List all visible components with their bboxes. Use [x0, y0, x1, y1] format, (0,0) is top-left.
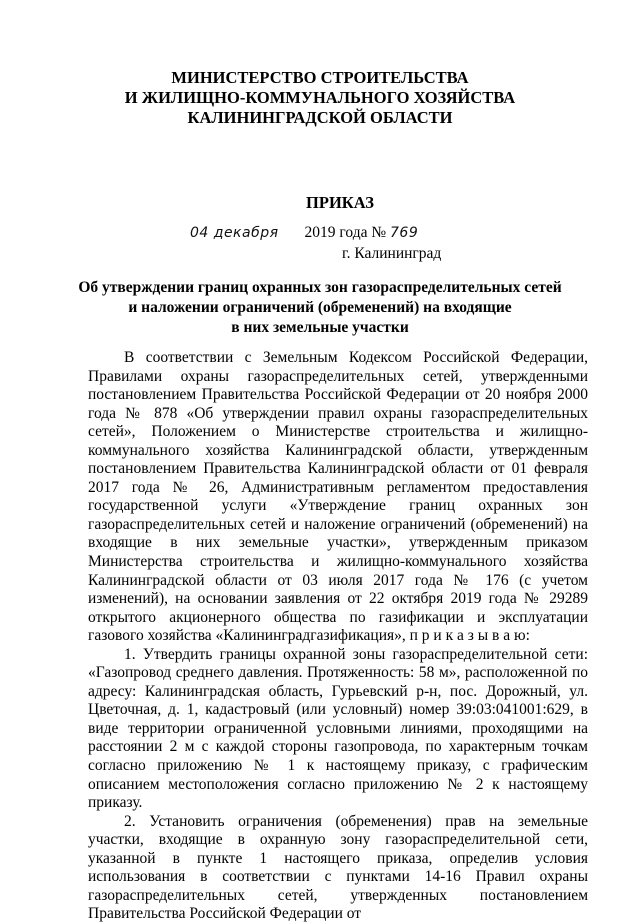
order-city: г. Калининград [342, 245, 442, 262]
order-date-row [190, 224, 418, 242]
order-year: 2019 года № [304, 224, 387, 241]
ministry-line-2: И ЖИЛИЩНО-КОММУНАЛЬНОГО ХОЗЯЙСТВА [124, 88, 516, 107]
paragraph-item-2: 2. Установить ограничения (обременения) прав на земельные участки, входящие в охранную зону газораспределительной сети, указанной в пункте 1 настоящего приказа, определив условия использования в соответствии с пунктами 14-16 Правил охраны газораспределительных сетей, утвержденных постановлением Правительства Российской Федерации от [88, 812, 588, 923]
ministry-line-3: КАЛИНИНГРАДСКОЙ ОБЛАСТИ [187, 108, 453, 127]
handwritten-date: 04 декабря [190, 225, 279, 241]
paragraph-preamble: В соответствии с Земельным Кодексом Российской Федерации, Правилами охраны газораспределительных сетей, утвержденными постановлением Правительства Российской Федерации от 20 ноября 2000 года № 878 «Об утверждении правил охраны газораспределительных сетей», Положением о Министерстве строительства и жилищно-коммунального хозяйства Калининградской области, утвержденным постановлением Правительства Калининградской области от 01 февраля 2017 года № 26, Административным регламентом предоставления государственной услуги «Утверждение границ охранных зон газораспределительных сетей и наложение ограничений (обременений) на входящие в них земельные участки», утвержденным приказом Министерства строительства и жилищно-коммунального хозяйства Калининградской области от 03 июля 2017 года № 176 (с учетом изменений), на основании заявления от 22 октября 2019 года № 29289 открытого акционерного общества по газификации и эксплуатации газового хозяйства «Калининградгазификация», п р и к а з ы в а ю: [88, 349, 588, 645]
order-title: ПРИКАЗ [306, 193, 374, 212]
subject-line-3: в них земельные участки [231, 319, 409, 336]
order-body [88, 349, 588, 924]
ministry-line-1: МИНИСТЕРСТВО СТРОИТЕЛЬСТВА [171, 68, 469, 87]
ministry-header [0, 68, 640, 128]
subject-line-1: Об утверждении границ охранных зон газораспределительных сетей [78, 279, 562, 296]
paragraph-item-1: 1. Утвердить границы охранной зоны газораспределительной сети: «Газопровод среднего давления. Протяженность: 58 м», расположенной по адресу: Калининградская область, Гурьевский р-н, пос. Дорожный, ул. Цветочная, д. 1, кадастровый (или условный) номер 39:03:041001:629, в виде территории ограниченной условными линиями, проходящими на расстоянии 2 м с каждой стороны газопровода, по характерным точкам согласно приложению № 1 к настоящему приказу, с графическим описанием местоположения согласно приложению № 2 к настоящему приказу. [88, 645, 588, 812]
subject-line-2: и наложении ограничений (обременений) на входящие [128, 299, 512, 316]
order-subject [0, 278, 640, 338]
handwritten-number: 769 [390, 225, 419, 241]
